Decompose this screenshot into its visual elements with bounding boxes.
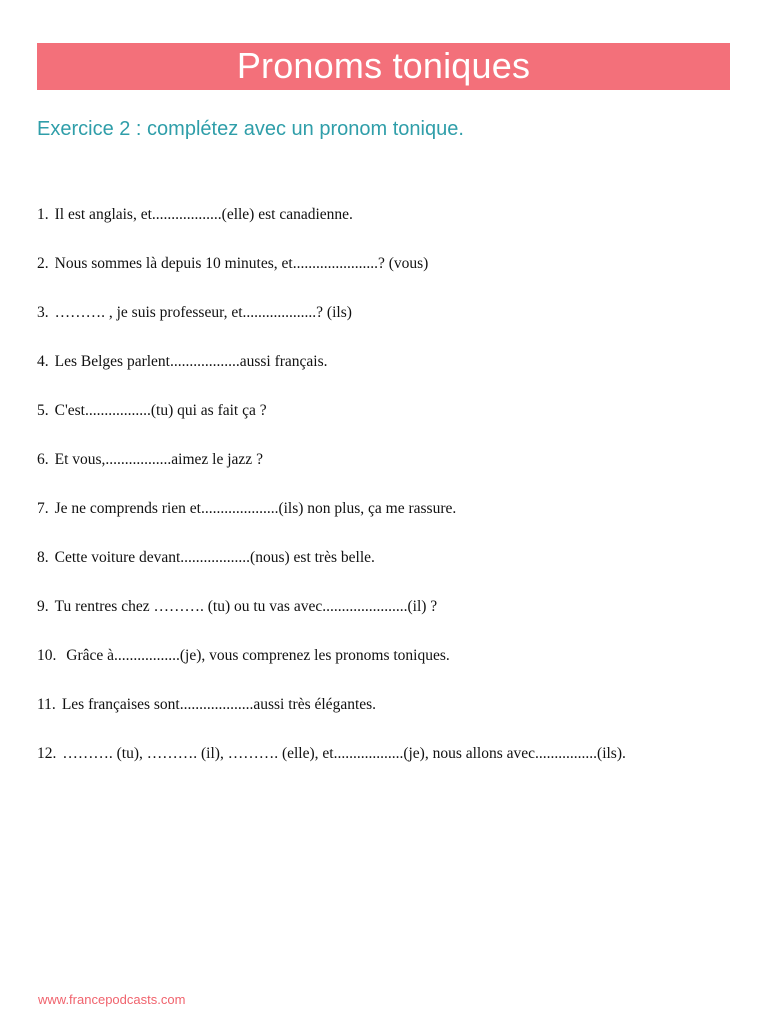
exercise-number: 9. xyxy=(37,598,49,615)
exercise-number: 10. xyxy=(37,647,57,664)
exercise-list xyxy=(37,205,637,769)
exercise-item xyxy=(37,548,637,597)
exercise-item xyxy=(37,646,637,695)
website-footer-link[interactable]: www.francepodcasts.com xyxy=(38,992,186,1007)
exercise-item xyxy=(37,303,637,352)
exercise-item xyxy=(37,352,637,401)
exercise-item xyxy=(37,695,637,744)
exercise-number: 2. xyxy=(37,255,49,272)
page-title: Pronoms toniques xyxy=(236,44,531,86)
exercise-text: Les françaises sont...................aussi très élégantes. xyxy=(61,696,377,713)
exercise-text: Tu rentres chez ………. (tu) ou tu vas avec......................(il) ? xyxy=(54,598,438,615)
exercise-number: 8. xyxy=(37,549,49,566)
exercise-item xyxy=(37,401,637,450)
exercise-number: 6. xyxy=(37,451,49,468)
exercise-text: Nous sommes là depuis 10 minutes, et......................? (vous) xyxy=(54,255,429,272)
exercise-item xyxy=(37,254,637,303)
exercise-number: 4. xyxy=(37,353,49,370)
exercise-item xyxy=(37,499,637,548)
exercise-text: Et vous,.................aimez le jazz ? xyxy=(54,451,263,468)
exercise-item xyxy=(37,739,637,769)
exercise-instructions: Exercice 2 : complétez avec un pronom tonique. xyxy=(37,118,464,140)
exercise-item xyxy=(37,205,637,254)
exercise-text: Grâce à.................(je), vous comprenez les pronoms toniques. xyxy=(62,647,450,664)
exercise-text: ………. , je suis professeur, et...................? (ils) xyxy=(54,304,352,321)
exercise-number: 3. xyxy=(37,304,49,321)
exercise-number: 5. xyxy=(37,402,49,419)
exercise-text: Je ne comprends rien et....................(ils) non plus, ça me rassure. xyxy=(54,500,457,517)
exercise-item xyxy=(37,450,637,499)
exercise-text: C'est.................(tu) qui as fait ça ? xyxy=(54,402,267,419)
exercise-text: Cette voiture devant..................(nous) est très belle. xyxy=(54,549,375,566)
exercise-text: Il est anglais, et..................(elle) est canadienne. xyxy=(54,206,353,223)
exercise-number: 11. xyxy=(37,696,56,713)
exercise-number: 1. xyxy=(37,206,49,223)
exercise-text: ………. (tu), ………. (il), ………. (elle), et..................(je), nous allons avec................(ils). xyxy=(62,745,626,762)
exercise-number: 12. xyxy=(37,745,57,762)
exercise-item xyxy=(37,597,637,646)
exercise-text: Les Belges parlent..................aussi français. xyxy=(54,353,328,370)
title-banner xyxy=(37,43,730,90)
exercise-number: 7. xyxy=(37,500,49,517)
